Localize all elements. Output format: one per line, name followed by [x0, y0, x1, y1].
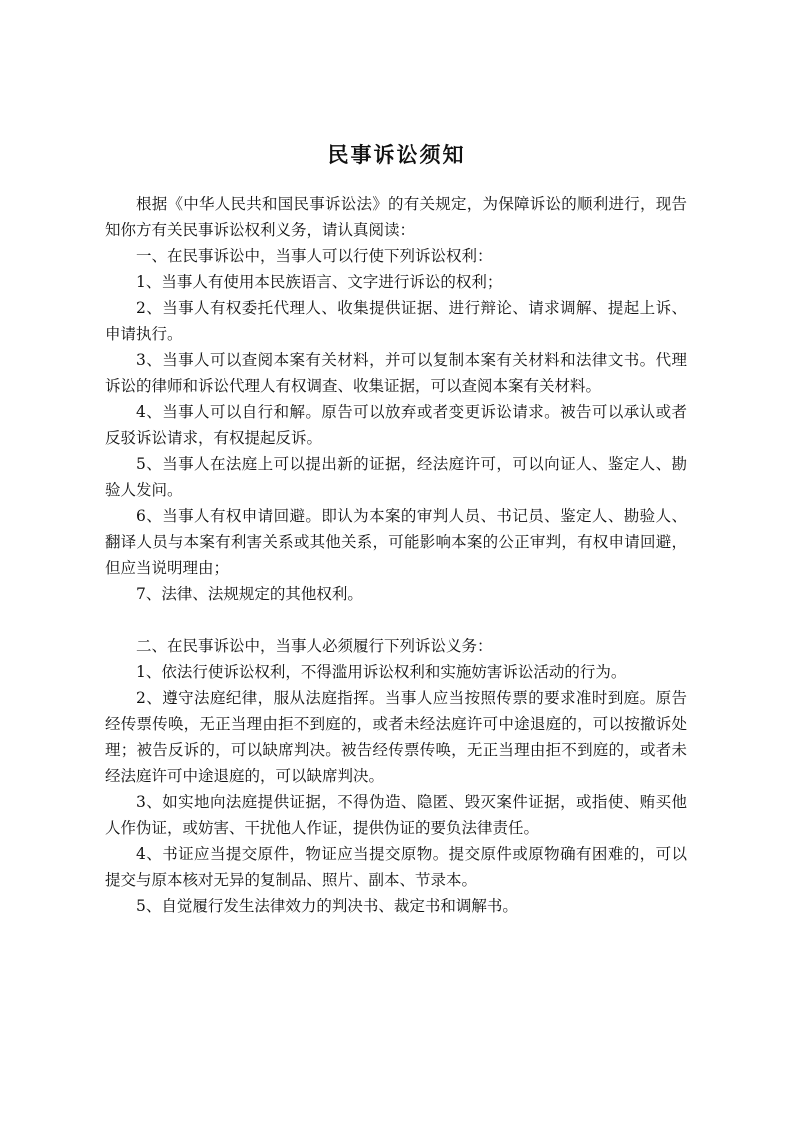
- rights-item-4: 4、当事人可以自行和解。原告可以放弃或者变更诉讼请求。被告可以承认或者反驳诉讼请求，有权提起反诉。: [105, 403, 687, 447]
- rights-item-3: 3、当事人可以查阅本案有关材料，并可以复制本案有关材料和法律文书。代理诉讼的律师和诉讼代理人有权调查、收集证据，可以查阅本案有关材料。: [105, 351, 687, 395]
- duties-item-5: 5、自觉履行发生法律效力的判决书、裁定书和调解书。: [136, 897, 518, 915]
- duties-heading: 二、在民事诉讼中，当事人必须履行下列诉讼义务：: [136, 637, 493, 655]
- rights-item-5: 5、当事人在法庭上可以提出新的证据，经法庭许可，可以向证人、鉴定人、勘验人发问。: [105, 455, 687, 499]
- rights-heading: 一、在民事诉讼中，当事人可以行使下列诉讼权利：: [136, 247, 493, 265]
- rights-item-7: 7、法律、法规规定的其他权利。: [136, 585, 363, 603]
- rights-item-1: 1、当事人有使用本民族语言、文字进行诉讼的权利；: [136, 273, 503, 291]
- rights-item-6: 6、当事人有权申请回避。即认为本案的审判人员、书记员、鉴定人、勘验人、翻译人员与本案有利害关系或其他关系，可能影响本案的公正审判，有权申请回避，但应当说明理由；: [105, 507, 687, 577]
- duties-item-1: 1、依法行使诉讼权利，不得滥用诉讼权利和实施妨害诉讼活动的行为。: [136, 663, 627, 681]
- duties-item-3: 3、如实地向法庭提供证据，不得伪造、隐匿、毁灭案件证据，或指使、贿买他人作伪证，或妨害、干扰他人作证，提供伪证的要负法律责任。: [105, 793, 687, 837]
- rights-item-2: 2、当事人有权委托代理人、收集提供证据、进行辩论、请求调解、提起上诉、申请执行。: [105, 299, 687, 343]
- intro-paragraph: 根据《中华人民共和国民事诉讼法》的有关规定，为保障诉讼的顺利进行，现告知你方有关民事诉讼权利义务，请认真阅读：: [105, 195, 687, 239]
- duties-item-4: 4、书证应当提交原件，物证应当提交原物。提交原件或原物确有困难的，可以提交与原本核对无异的复制品、照片、副本、节录本。: [105, 845, 687, 889]
- duties-item-2: 2、遵守法庭纪律，服从法庭指挥。当事人应当按照传票的要求准时到庭。原告经传票传唤，无正当理由拒不到庭的，或者未经法庭许可中途退庭的，可以按撤诉处理；被告反诉的，可以缺席判决。被告经传票传唤，无正当理由拒不到庭的，或者未经法庭许可中途退庭的，可以缺席判决。: [105, 689, 687, 785]
- document-title: 民事诉讼须知: [327, 142, 466, 167]
- document-body: [105, 191, 687, 919]
- section-spacer: [105, 607, 687, 633]
